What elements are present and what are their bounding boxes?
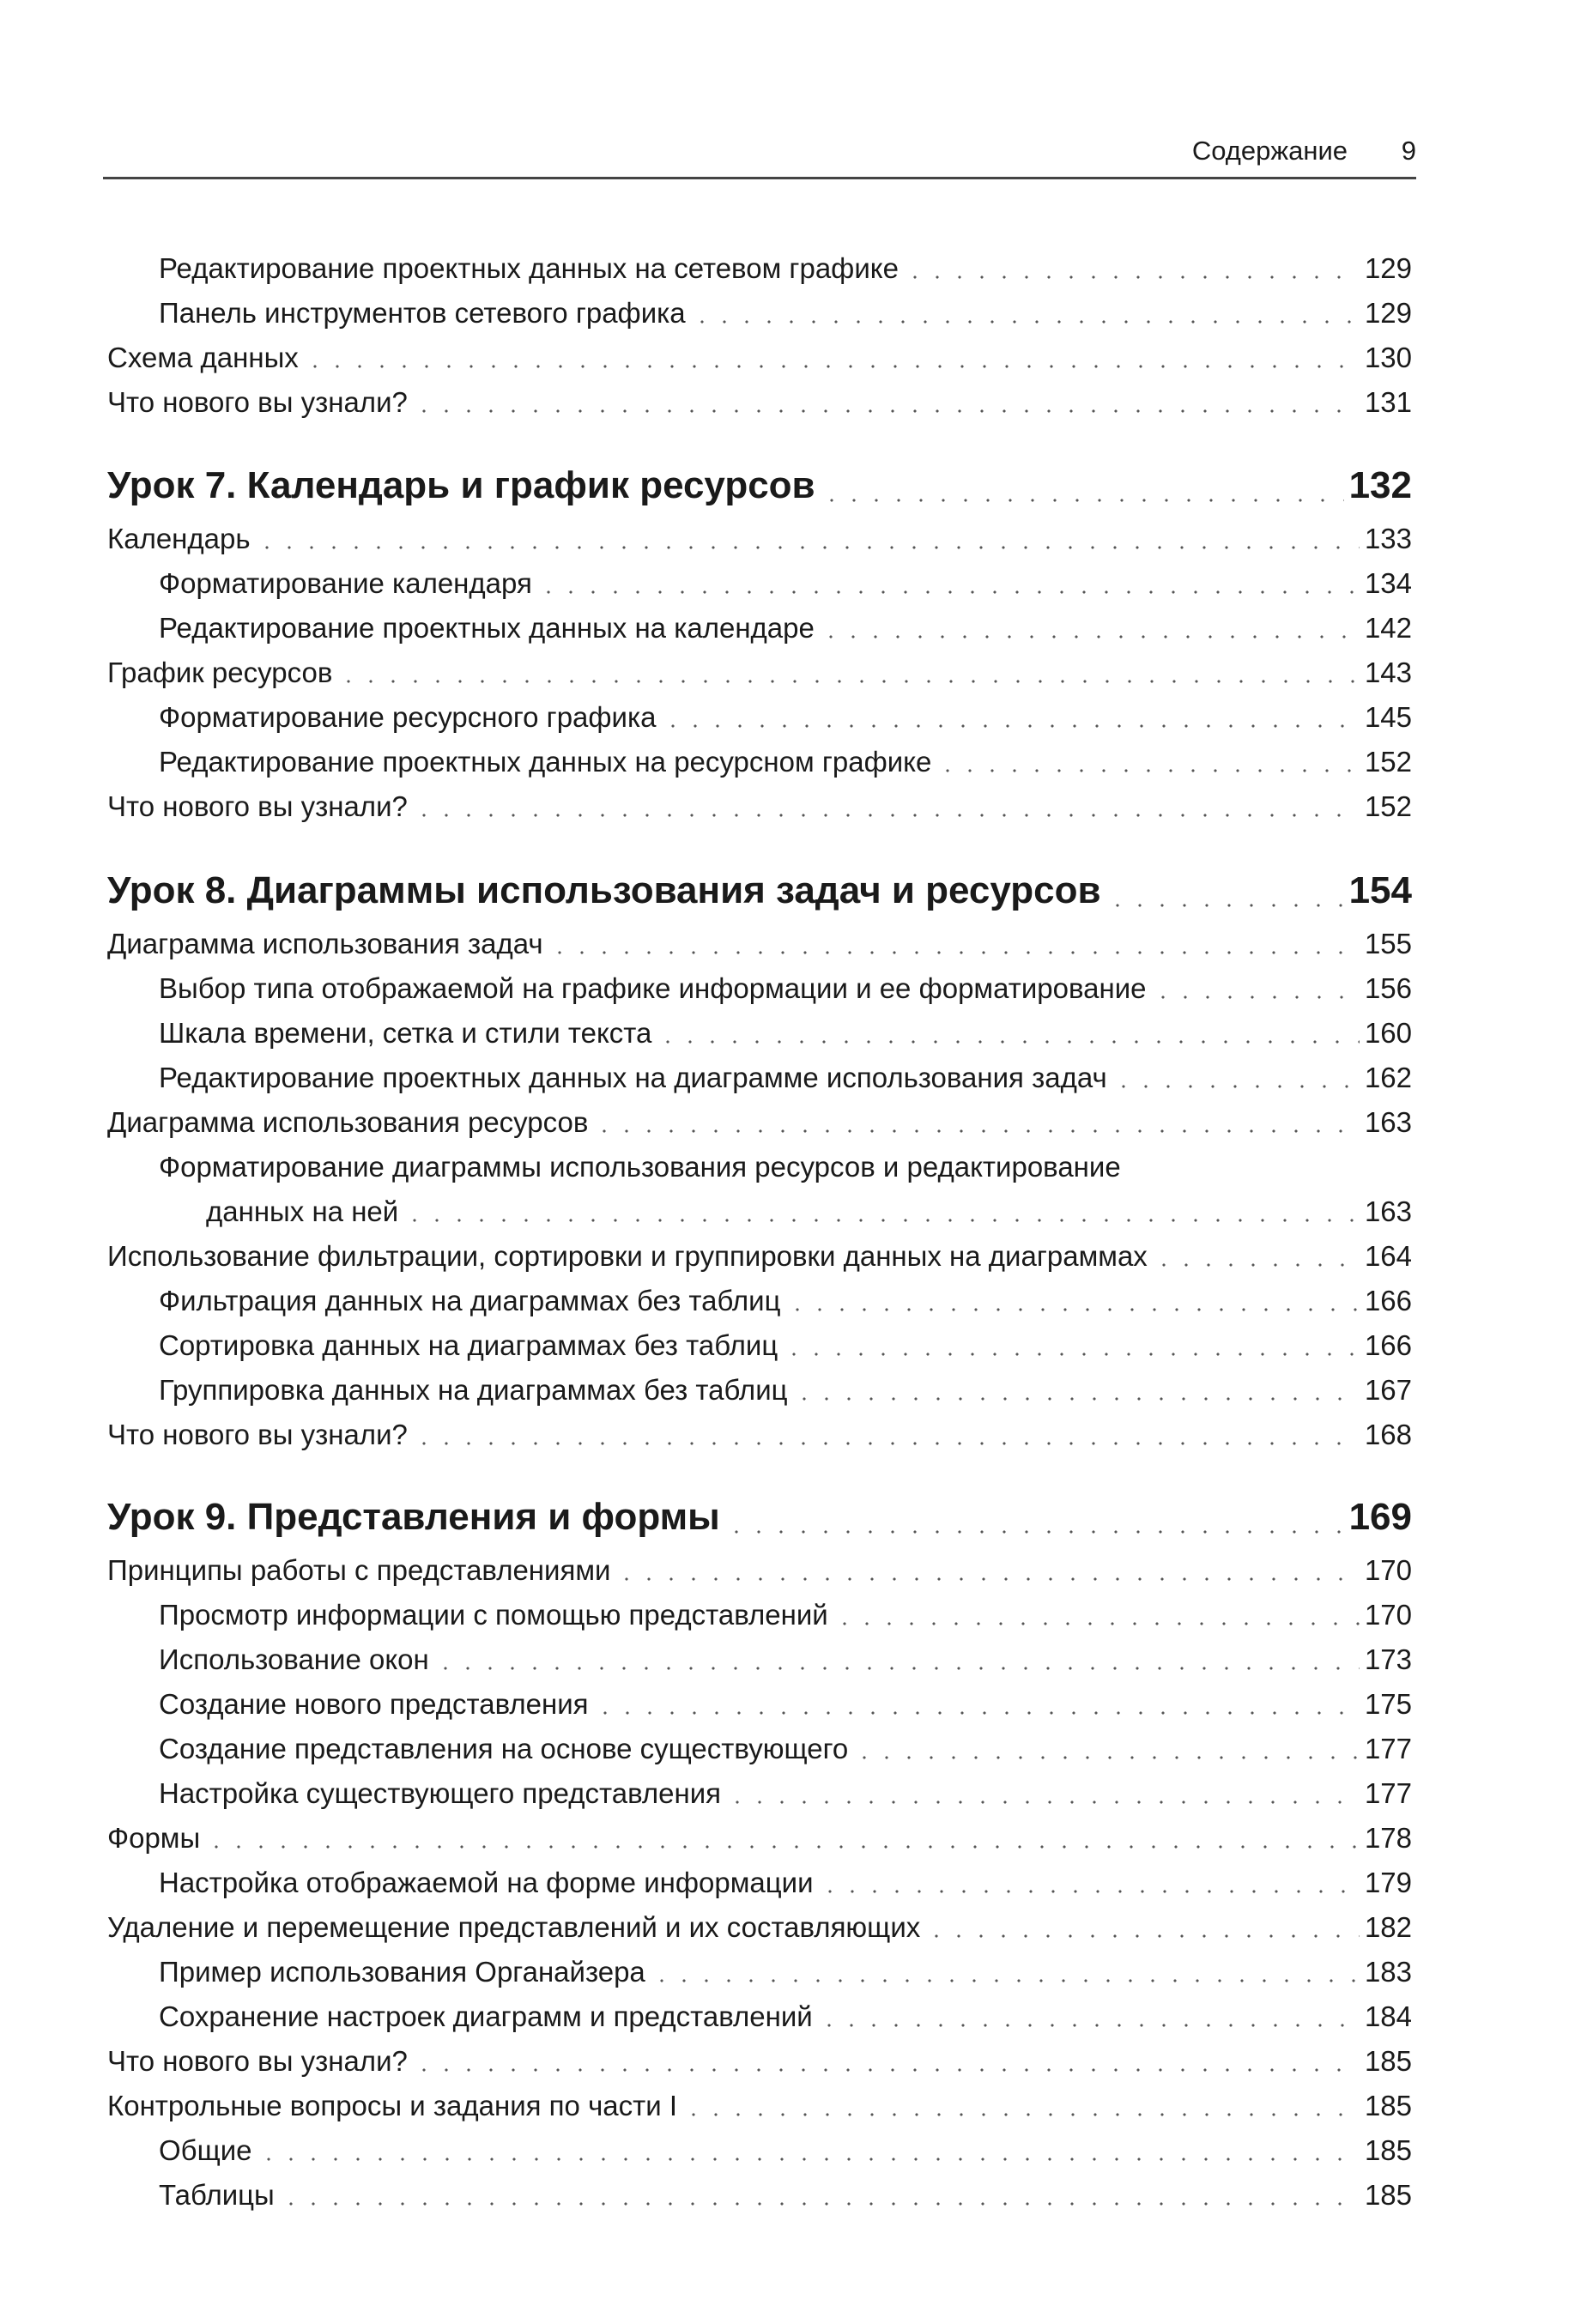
toc-entry bbox=[159, 1640, 1412, 1679]
dot-leader bbox=[726, 1800, 1360, 1805]
toc-entry bbox=[107, 519, 1412, 559]
dot-leader bbox=[793, 1396, 1360, 1401]
toc-entry bbox=[159, 608, 1412, 648]
toc-entry-page: 142 bbox=[1364, 612, 1412, 644]
toc-entry-title: Принципы работы с представлениями bbox=[107, 1554, 611, 1586]
toc-entry-page: 175 bbox=[1364, 1688, 1412, 1720]
toc-entry-page: 133 bbox=[1364, 523, 1412, 554]
toc-entry bbox=[107, 1551, 1412, 1590]
toc-entry-title: Таблицы bbox=[159, 2179, 275, 2211]
toc-entry-page: 177 bbox=[1364, 1733, 1412, 1764]
toc-entry-title: Просмотр информации с помощью представлений bbox=[159, 1599, 828, 1631]
toc-entry-title: Настройка существующего представления bbox=[159, 1777, 722, 1809]
toc-entry bbox=[159, 1014, 1412, 1053]
toc-entry-page: 160 bbox=[1364, 1017, 1412, 1049]
toc-entry-title: Создание нового представления bbox=[159, 1688, 589, 1720]
dot-leader bbox=[1112, 1084, 1360, 1089]
dot-leader bbox=[257, 2157, 1360, 2162]
dot-leader bbox=[1152, 995, 1360, 1000]
dot-leader bbox=[783, 1352, 1360, 1357]
toc-entry bbox=[159, 1997, 1412, 2037]
dot-leader bbox=[413, 409, 1360, 414]
dot-leader bbox=[657, 1039, 1360, 1044]
toc-entry-page: 166 bbox=[1364, 1285, 1412, 1316]
dot-leader bbox=[434, 1666, 1360, 1671]
toc-entry-title: Форматирование диаграммы использования ресурсов и редактирование bbox=[159, 1151, 1121, 1183]
toc-entry bbox=[107, 2086, 1412, 2126]
toc-entry-page: 162 bbox=[1364, 1062, 1412, 1093]
toc-entry bbox=[107, 1103, 1412, 1142]
toc-entry bbox=[159, 1326, 1412, 1365]
page-number: 9 bbox=[1401, 136, 1416, 166]
toc-entry-title: Календарь bbox=[107, 523, 251, 554]
toc-entry-page: 170 bbox=[1364, 1599, 1412, 1631]
toc-entry-page: 164 bbox=[1364, 1240, 1412, 1272]
toc-entry-page: 145 bbox=[1364, 701, 1412, 733]
toc-entry bbox=[107, 1237, 1412, 1276]
toc-entry-page: 134 bbox=[1364, 567, 1412, 599]
toc-entry-page: 169 bbox=[1348, 1496, 1412, 1538]
dot-leader bbox=[819, 1889, 1360, 1894]
toc-entry bbox=[159, 294, 1412, 333]
toc-entry-page: 129 bbox=[1364, 252, 1412, 284]
toc-entry-title: данных на ней bbox=[206, 1195, 399, 1227]
dot-leader bbox=[662, 723, 1360, 729]
toc-entry-page: 152 bbox=[1364, 746, 1412, 778]
dot-leader bbox=[853, 1755, 1360, 1760]
toc-entry bbox=[107, 1415, 1412, 1455]
dot-leader bbox=[682, 2112, 1360, 2117]
dot-leader bbox=[925, 1934, 1360, 1939]
toc-entry-title: Урок 8. Диаграммы использования задач и ресурсов bbox=[107, 869, 1101, 911]
toc-entry bbox=[159, 742, 1412, 782]
toc-entry-page: 132 bbox=[1348, 464, 1412, 506]
toc-entry-page: 156 bbox=[1364, 972, 1412, 1004]
dot-leader bbox=[403, 1218, 1360, 1223]
toc-entry-page: 131 bbox=[1364, 386, 1412, 418]
toc-entry-title: Урок 7. Календарь и график ресурсов bbox=[107, 464, 815, 506]
toc-entry-title: Настройка отображаемой на форме информации bbox=[159, 1867, 814, 1898]
toc-entry bbox=[159, 1685, 1412, 1724]
toc-entry bbox=[159, 1952, 1412, 1992]
toc-entry-title: Пример использования Органайзера bbox=[159, 1956, 645, 1988]
dot-leader bbox=[786, 1307, 1360, 1312]
toc-entry bbox=[159, 2131, 1412, 2170]
toc-entry-page: 185 bbox=[1364, 2179, 1412, 2211]
toc-entry-title: Использование окон bbox=[159, 1643, 429, 1675]
toc-entry-page: 163 bbox=[1364, 1106, 1412, 1138]
toc-entry-title: Формы bbox=[107, 1822, 201, 1854]
toc-entry bbox=[107, 1908, 1412, 1947]
toc-entry-title: Удаление и перемещение представлений и их составляющих bbox=[107, 1911, 921, 1943]
dot-leader bbox=[1126, 1173, 1407, 1178]
toc-entry bbox=[159, 1147, 1412, 1187]
toc-entry bbox=[159, 2176, 1412, 2215]
toc-entry bbox=[159, 1863, 1412, 1903]
dot-leader bbox=[936, 768, 1360, 773]
dot-leader bbox=[593, 1129, 1360, 1134]
toc-entry-title: Редактирование проектных данных на диаграмме использования задач bbox=[159, 1062, 1107, 1093]
dot-leader bbox=[304, 364, 1360, 369]
toc-entry-page: 163 bbox=[1364, 1195, 1412, 1227]
toc-entry-title: Редактирование проектных данных на календаре bbox=[159, 612, 815, 644]
toc-entry bbox=[159, 1729, 1412, 1769]
toc-entry-title: Сохранение настроек диаграмм и представлений bbox=[159, 2000, 813, 2032]
toc-entry-title: Сортировка данных на диаграммах без таблиц bbox=[159, 1329, 778, 1361]
toc-entry-title: Общие bbox=[159, 2134, 252, 2166]
toc-entry bbox=[107, 1819, 1412, 1858]
toc-entry-title: Фильтрация данных на диаграммах без таблиц bbox=[159, 1285, 781, 1316]
toc-entry bbox=[159, 1774, 1412, 1813]
toc-entry bbox=[159, 969, 1412, 1008]
toc-entry-title: Схема данных bbox=[107, 342, 299, 373]
toc-entry bbox=[159, 564, 1412, 603]
toc-entry bbox=[159, 249, 1412, 288]
toc-entry-page: 152 bbox=[1364, 790, 1412, 822]
toc-entry-page: 177 bbox=[1364, 1777, 1412, 1809]
toc-entry-page: 166 bbox=[1364, 1329, 1412, 1361]
dot-leader bbox=[548, 950, 1360, 955]
toc-entry-title: Что нового вы узнали? bbox=[107, 386, 408, 418]
toc-entry-title: Урок 9. Представления и формы bbox=[107, 1496, 720, 1538]
dot-leader bbox=[413, 2067, 1360, 2073]
toc-entry bbox=[206, 1192, 1412, 1232]
toc-entry-page: 179 bbox=[1364, 1867, 1412, 1898]
toc-entry-page: 185 bbox=[1364, 2134, 1412, 2166]
toc-entry bbox=[107, 383, 1412, 422]
toc-entry-title: Редактирование проектных данных на сетевом графике bbox=[159, 252, 899, 284]
toc-entry-page: 143 bbox=[1364, 657, 1412, 688]
dot-leader bbox=[256, 545, 1360, 550]
toc-entry-title: График ресурсов bbox=[107, 657, 333, 688]
toc-entry bbox=[159, 1058, 1412, 1098]
toc-chapter-heading bbox=[107, 865, 1412, 917]
toc-entry bbox=[159, 1595, 1412, 1635]
toc-entry-title: Шкала времени, сетка и стили текста bbox=[159, 1017, 652, 1049]
toc-entry bbox=[107, 338, 1412, 378]
toc-entry-page: 130 bbox=[1364, 342, 1412, 373]
toc-entry-page: 182 bbox=[1364, 1911, 1412, 1943]
toc-entry-page: 168 bbox=[1364, 1419, 1412, 1450]
toc-entry-title: Диаграмма использования ресурсов bbox=[107, 1106, 589, 1138]
dot-leader bbox=[725, 1529, 1344, 1534]
toc-entry-title: Что нового вы узнали? bbox=[107, 790, 408, 822]
dot-leader bbox=[833, 1621, 1360, 1626]
toc-chapter-heading bbox=[107, 1492, 1412, 1543]
toc-entry-title: Редактирование проектных данных на ресурсном графике bbox=[159, 746, 932, 778]
dot-leader bbox=[1106, 903, 1344, 908]
dot-leader bbox=[594, 1710, 1360, 1716]
dot-leader bbox=[651, 1978, 1360, 1983]
toc-entry-page: 155 bbox=[1364, 928, 1412, 959]
dot-leader bbox=[821, 498, 1344, 503]
toc-entry-title: Форматирование ресурсного графика bbox=[159, 701, 657, 733]
dot-leader bbox=[818, 2023, 1360, 2028]
toc-entry-title: Контрольные вопросы и задания по части I bbox=[107, 2090, 677, 2121]
toc-entry-title: Панель инструментов сетевого графика bbox=[159, 297, 686, 329]
toc-entry-page: 178 bbox=[1364, 1822, 1412, 1854]
dot-leader bbox=[904, 275, 1360, 280]
toc-entry-page: 170 bbox=[1364, 1554, 1412, 1586]
running-header-title: Содержание bbox=[1191, 136, 1348, 166]
dot-leader bbox=[1153, 1262, 1360, 1268]
dot-leader bbox=[280, 2201, 1360, 2206]
toc-entry bbox=[159, 698, 1412, 737]
toc-entry bbox=[107, 787, 1412, 826]
dot-leader bbox=[205, 1844, 1360, 1849]
toc-entry-title: Что нового вы узнали? bbox=[107, 2045, 408, 2077]
toc-entry-page: 173 bbox=[1364, 1643, 1412, 1675]
toc-entry bbox=[107, 2042, 1412, 2081]
toc-entry bbox=[107, 653, 1412, 693]
toc-entry-page: 185 bbox=[1364, 2090, 1412, 2121]
toc-entry-page: 184 bbox=[1364, 2000, 1412, 2032]
running-header bbox=[103, 129, 1416, 179]
dot-leader bbox=[413, 1441, 1360, 1446]
dot-leader bbox=[337, 679, 1360, 684]
toc-entry-page: 183 bbox=[1364, 1956, 1412, 1988]
toc-entry bbox=[107, 924, 1412, 964]
toc-entry-title: Диаграмма использования задач bbox=[107, 928, 543, 959]
dot-leader bbox=[615, 1577, 1359, 1582]
toc-entry-page: 154 bbox=[1348, 869, 1412, 911]
dot-leader bbox=[537, 590, 1360, 595]
dot-leader bbox=[413, 813, 1360, 818]
dot-leader bbox=[820, 634, 1360, 639]
toc-entry-page: 129 bbox=[1364, 297, 1412, 329]
toc-entry bbox=[159, 1371, 1412, 1410]
toc-entry-title: Использование фильтрации, сортировки и группировки данных на диаграммах bbox=[107, 1240, 1148, 1272]
toc-entry bbox=[159, 1281, 1412, 1321]
toc-entry-title: Форматирование календаря bbox=[159, 567, 532, 599]
dot-leader bbox=[691, 319, 1360, 324]
toc-entry-page: 167 bbox=[1364, 1374, 1412, 1406]
toc-entry-title: Выбор типа отображаемой на графике информации и ее форматирование bbox=[159, 972, 1147, 1004]
toc-entry-title: Создание представления на основе существующего bbox=[159, 1733, 849, 1764]
toc-entry-title: Группировка данных на диаграммах без таблиц bbox=[159, 1374, 788, 1406]
toc-entry-page: 185 bbox=[1364, 2045, 1412, 2077]
toc-chapter-heading bbox=[107, 460, 1412, 511]
toc-entry-title: Что нового вы узнали? bbox=[107, 1419, 408, 1450]
